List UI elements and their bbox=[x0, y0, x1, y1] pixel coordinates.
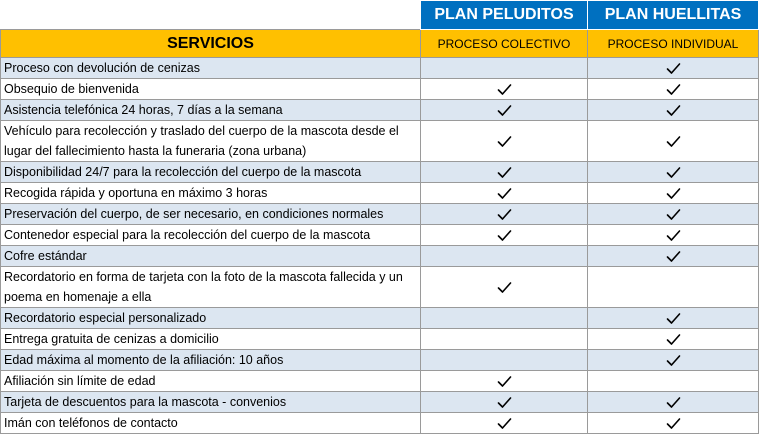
checkmark-icon bbox=[497, 104, 512, 117]
cell-peluditos bbox=[421, 162, 588, 183]
cell-huellitas bbox=[588, 308, 759, 329]
service-name: Disponibilidad 24/7 para la recolección del cuerpo de la mascota bbox=[1, 162, 421, 183]
service-name: Recordatorio en forma de tarjeta con la foto de la mascota fallecida y un poema en homenaje a ella bbox=[1, 267, 421, 308]
service-name: Asistencia telefónica 24 horas, 7 días a la semana bbox=[1, 100, 421, 121]
checkmark-icon bbox=[666, 333, 681, 346]
service-name: Obsequio de bienvenida bbox=[1, 79, 421, 100]
table-row bbox=[1, 183, 759, 204]
checkmark-icon bbox=[497, 187, 512, 200]
table-row bbox=[1, 225, 759, 246]
checkmark-icon bbox=[666, 208, 681, 221]
plan-huellitas-header: PLAN HUELLITAS bbox=[588, 1, 759, 30]
checkmark-icon bbox=[666, 354, 681, 367]
cell-peluditos bbox=[421, 392, 588, 413]
process-colectivo-label: PROCESO COLECTIVO bbox=[421, 30, 588, 58]
table-row bbox=[1, 350, 759, 371]
checkmark-icon bbox=[666, 229, 681, 242]
cell-huellitas bbox=[588, 162, 759, 183]
service-name: Recordatorio especial personalizado bbox=[1, 308, 421, 329]
checkmark-icon bbox=[497, 83, 512, 96]
plan-name-row bbox=[1, 1, 759, 30]
cell-huellitas bbox=[588, 225, 759, 246]
cell-peluditos bbox=[421, 267, 588, 308]
checkmark-icon bbox=[497, 375, 512, 388]
checkmark-icon bbox=[666, 187, 681, 200]
checkmark-icon bbox=[666, 62, 681, 75]
cell-huellitas bbox=[588, 183, 759, 204]
blank-corner bbox=[1, 1, 421, 30]
checkmark-icon bbox=[666, 312, 681, 325]
checkmark-icon bbox=[497, 135, 512, 148]
checkmark-icon bbox=[497, 229, 512, 242]
service-name: Cofre estándar bbox=[1, 246, 421, 267]
cell-peluditos bbox=[421, 413, 588, 434]
checkmark-icon bbox=[497, 166, 512, 179]
cell-peluditos bbox=[421, 225, 588, 246]
cell-huellitas bbox=[588, 413, 759, 434]
services-title: SERVICIOS bbox=[1, 30, 421, 58]
checkmark-icon bbox=[666, 166, 681, 179]
table-row bbox=[1, 100, 759, 121]
checkmark-icon bbox=[666, 104, 681, 117]
service-name: Entrega gratuita de cenizas a domicilio bbox=[1, 329, 421, 350]
service-name: Edad máxima al momento de la afiliación: 10 años bbox=[1, 350, 421, 371]
cell-huellitas bbox=[588, 100, 759, 121]
cell-huellitas bbox=[588, 121, 759, 162]
service-name: Imán con teléfonos de contacto bbox=[1, 413, 421, 434]
service-name: Tarjeta de descuentos para la mascota - convenios bbox=[1, 392, 421, 413]
table-row bbox=[1, 204, 759, 225]
cell-huellitas bbox=[588, 350, 759, 371]
table-row bbox=[1, 121, 759, 162]
table-row bbox=[1, 413, 759, 434]
cell-peluditos bbox=[421, 183, 588, 204]
plan-peluditos-header: PLAN PELUDITOS bbox=[421, 1, 588, 30]
table-row bbox=[1, 371, 759, 392]
services-header-row bbox=[1, 30, 759, 58]
service-name: Afiliación sin límite de edad bbox=[1, 371, 421, 392]
cell-huellitas bbox=[588, 204, 759, 225]
cell-peluditos bbox=[421, 58, 588, 79]
cell-peluditos bbox=[421, 329, 588, 350]
cell-huellitas bbox=[588, 79, 759, 100]
cell-huellitas bbox=[588, 371, 759, 392]
checkmark-icon bbox=[497, 417, 512, 430]
cell-huellitas bbox=[588, 267, 759, 308]
service-name: Vehículo para recolección y traslado del cuerpo de la mascota desde el lugar del fallecimiento hasta la funeraria (zona urbana) bbox=[1, 121, 421, 162]
cell-peluditos bbox=[421, 121, 588, 162]
checkmark-icon bbox=[666, 83, 681, 96]
table-row bbox=[1, 308, 759, 329]
cell-peluditos bbox=[421, 371, 588, 392]
process-individual-label: PROCESO INDIVIDUAL bbox=[588, 30, 759, 58]
cell-huellitas bbox=[588, 392, 759, 413]
table-row bbox=[1, 162, 759, 183]
table-row bbox=[1, 58, 759, 79]
cell-peluditos bbox=[421, 246, 588, 267]
cell-huellitas bbox=[588, 329, 759, 350]
checkmark-icon bbox=[666, 417, 681, 430]
checkmark-icon bbox=[497, 396, 512, 409]
checkmark-icon bbox=[666, 135, 681, 148]
cell-peluditos bbox=[421, 350, 588, 371]
service-name: Preservación del cuerpo, de ser necesario, en condiciones normales bbox=[1, 204, 421, 225]
service-name: Contenedor especial para la recolección del cuerpo de la mascota bbox=[1, 225, 421, 246]
checkmark-icon bbox=[497, 208, 512, 221]
cell-huellitas bbox=[588, 246, 759, 267]
table-row bbox=[1, 246, 759, 267]
checkmark-icon bbox=[497, 281, 512, 294]
cell-peluditos bbox=[421, 79, 588, 100]
cell-peluditos bbox=[421, 308, 588, 329]
table-row bbox=[1, 392, 759, 413]
service-name: Proceso con devolución de cenizas bbox=[1, 58, 421, 79]
checkmark-icon bbox=[666, 250, 681, 263]
cell-peluditos bbox=[421, 204, 588, 225]
table-row bbox=[1, 79, 759, 100]
checkmark-icon bbox=[666, 396, 681, 409]
table-row bbox=[1, 329, 759, 350]
cell-huellitas bbox=[588, 58, 759, 79]
table-row bbox=[1, 267, 759, 308]
cell-peluditos bbox=[421, 100, 588, 121]
service-name: Recogida rápida y oportuna en máximo 3 horas bbox=[1, 183, 421, 204]
